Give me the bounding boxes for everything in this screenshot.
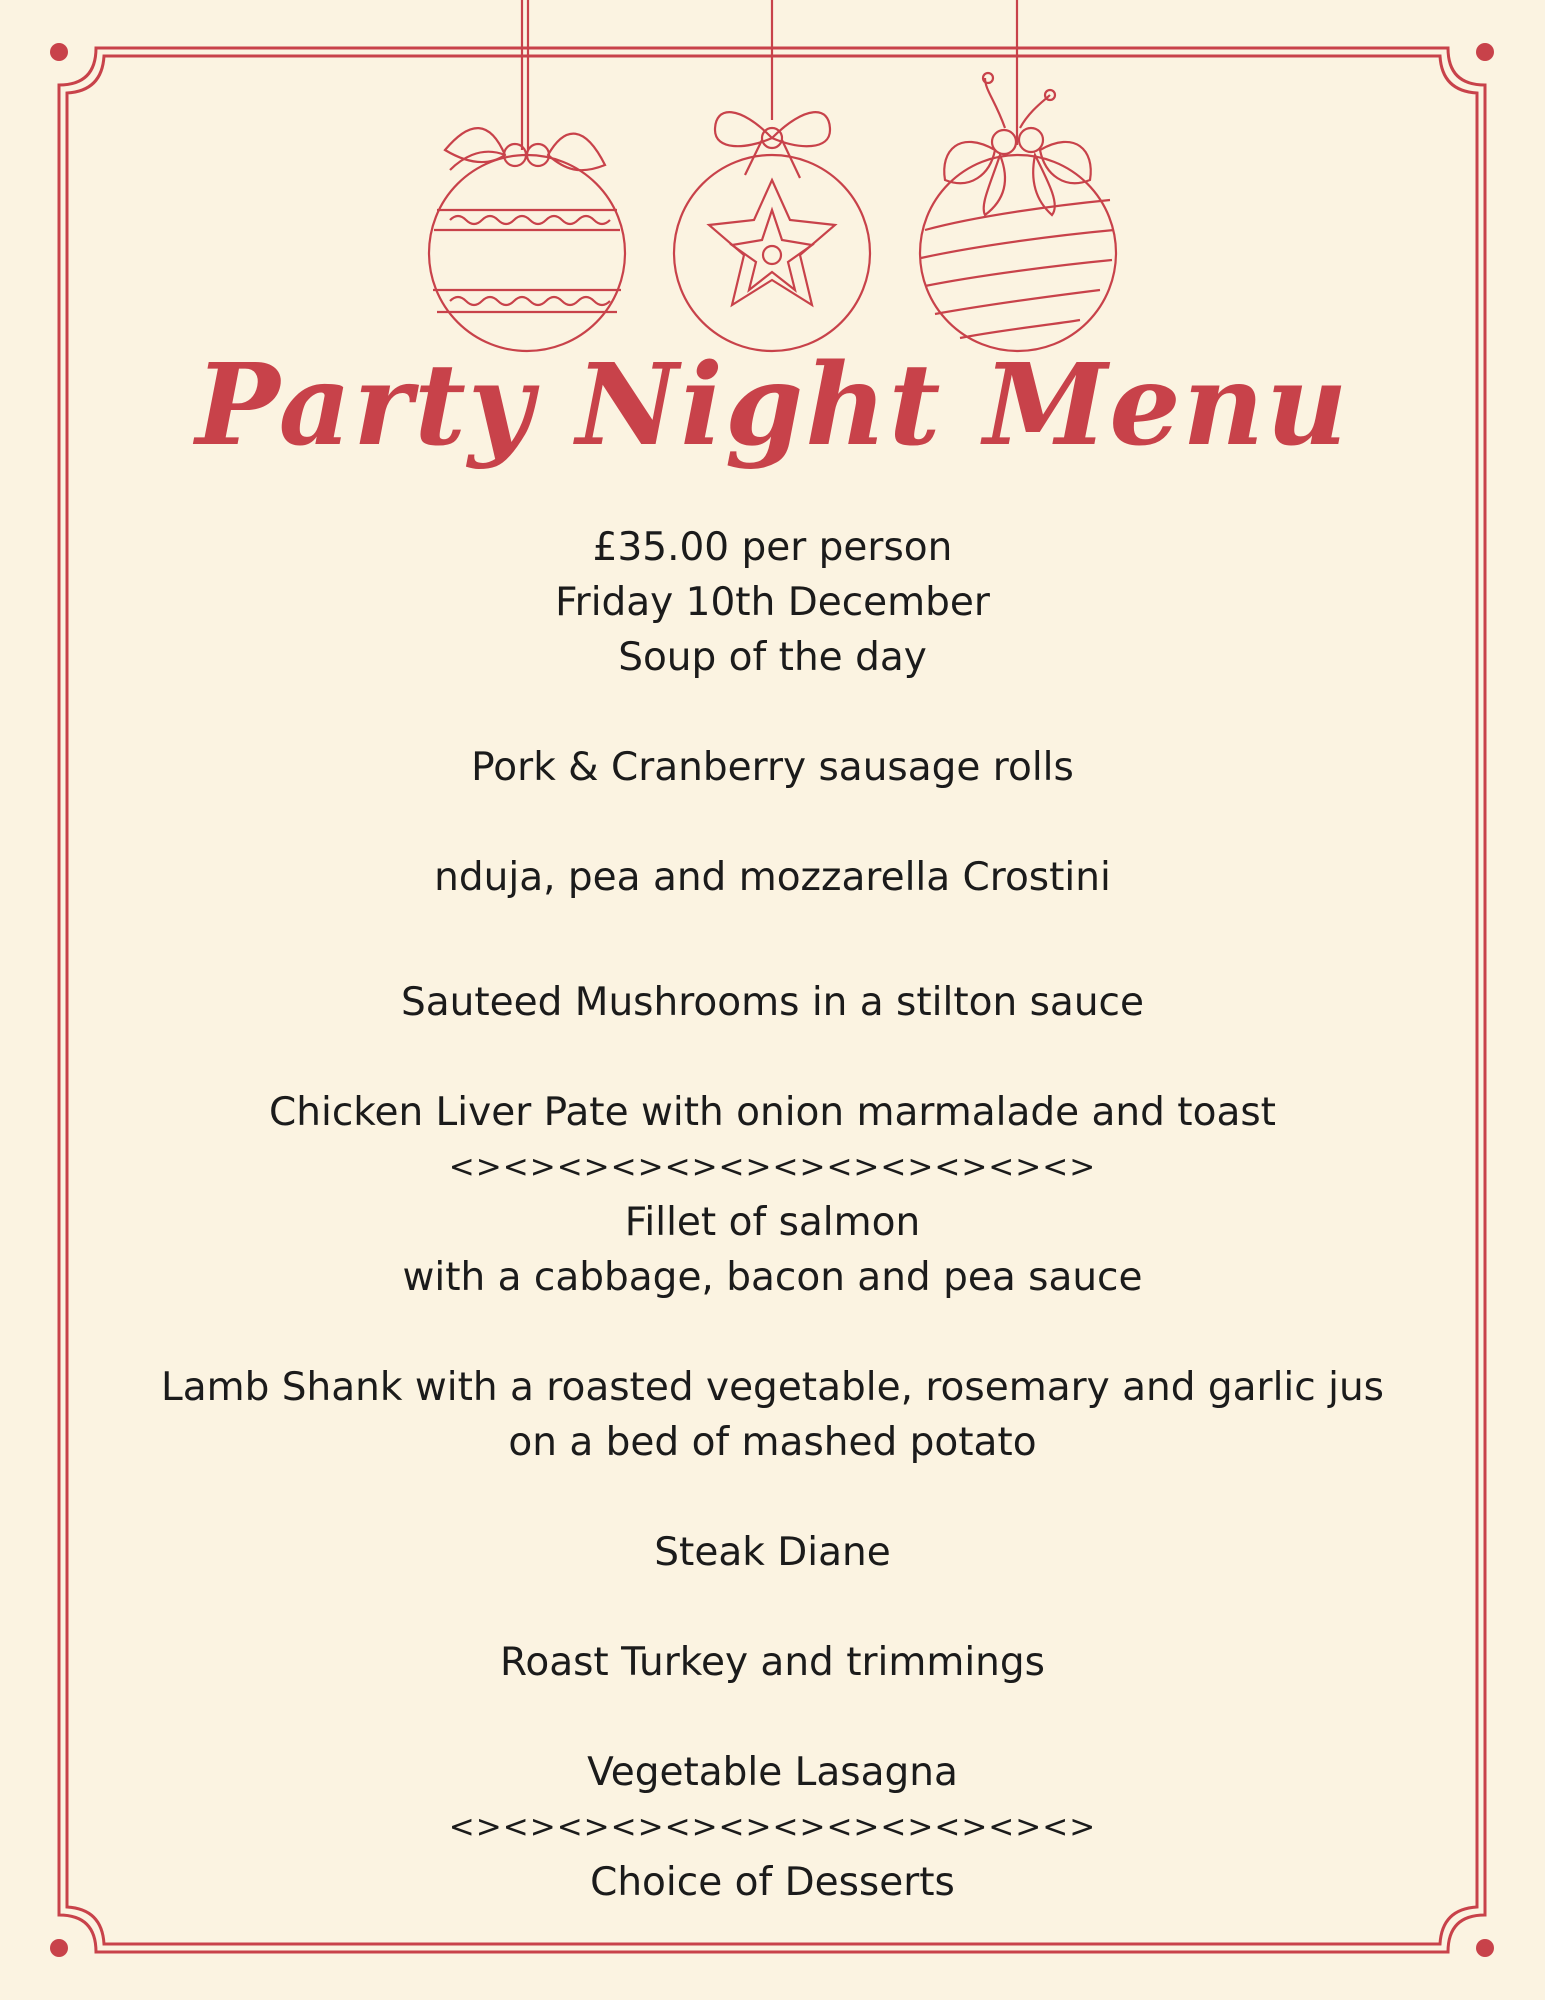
- corner-dot: [50, 1939, 68, 1957]
- starter-item: nduja, pea and mozzarella Crostini: [434, 855, 1111, 900]
- main-item: Roast Turkey and trimmings: [500, 1640, 1045, 1685]
- starter-item: Pork & Cranberry sausage rolls: [471, 745, 1074, 790]
- main-item: Vegetable Lasagna: [587, 1750, 958, 1795]
- menu-body: [0, 520, 1545, 1910]
- starter-item: Sauteed Mushrooms in a stilton sauce: [401, 980, 1144, 1025]
- course-divider: <><><><><><><><><><><><>: [448, 1809, 1097, 1845]
- price-line: £35.00 per person: [592, 525, 953, 570]
- starter-item: Chicken Liver Pate with onion marmalade and toast: [269, 1090, 1276, 1135]
- main-item-detail: with a cabbage, bacon and pea sauce: [402, 1255, 1143, 1300]
- ornaments: [0, 0, 1545, 380]
- main-item: Lamb Shank with a roasted vegetable, rosemary and garlic jus: [161, 1365, 1384, 1410]
- main-item: Fillet of salmon: [624, 1200, 921, 1245]
- starter-item: Soup of the day: [618, 635, 927, 680]
- poinsettia-bauble-icon: [674, 0, 870, 351]
- holly-bauble-icon: [920, 0, 1116, 351]
- striped-bauble-icon: [429, 0, 625, 351]
- main-item: Steak Diane: [654, 1530, 891, 1575]
- main-item-detail: on a bed of mashed potato: [508, 1420, 1037, 1465]
- course-divider: <><><><><><><><><><><><>: [448, 1149, 1097, 1185]
- corner-dot: [1476, 1939, 1494, 1957]
- desserts-line: Choice of Desserts: [590, 1860, 955, 1905]
- date-line: Friday 10th December: [555, 580, 990, 625]
- menu-title: Party Night Menu: [195, 340, 1350, 471]
